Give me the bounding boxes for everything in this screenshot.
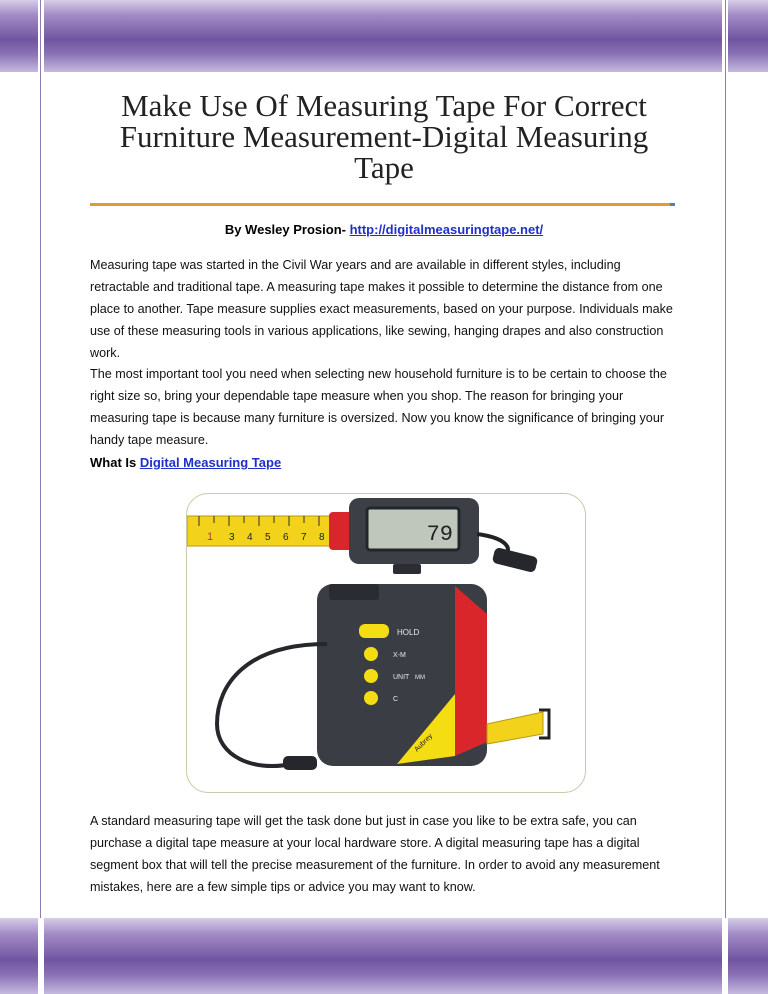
- byline-author: By Wesley Prosion-: [224, 222, 350, 237]
- section-heading: [90, 455, 281, 470]
- tape-number: 3: [229, 532, 235, 543]
- title-divider-tip: [670, 203, 675, 206]
- paragraph-digital: A standard measuring tape will get the task done but just in case you like to be extra safe, you can purchase a digital tape measure at your local hardware store. A digital measuring tape has a digital segment box that will tell the precise measurement of the furniture. In order to avoid any measurement mistakes, here are a few simple tips or advice you may want to know.: [90, 814, 660, 894]
- banner-tile-right: [728, 918, 768, 994]
- product-image: [186, 493, 586, 793]
- banner-tile-left: [0, 918, 38, 994]
- clear-label: C: [393, 696, 399, 703]
- page-title: Make Use Of Measuring Tape For Correct Furniture Measurement-Digital Measuring Tape: [119, 88, 649, 185]
- byline: [0, 222, 768, 237]
- clear-button: [364, 691, 378, 705]
- hold-button: [359, 624, 389, 638]
- digital-tape-measure-illustration: [187, 494, 585, 792]
- byline-link[interactable]: http://digitalmeasuringtape.net/: [349, 222, 544, 237]
- hold-label: HOLD: [397, 628, 420, 637]
- unit-small-label: MM: [415, 675, 425, 681]
- large-unit-top-window: [329, 584, 379, 600]
- unit-label: UNIT: [393, 674, 410, 681]
- brand-label: Aubrey: [413, 732, 435, 754]
- small-unit-clip: [393, 564, 421, 574]
- arrow-button: [364, 647, 378, 661]
- section-heading-link[interactable]: Digital Measuring Tape: [139, 455, 282, 470]
- banner-tile-left: [0, 0, 38, 72]
- strap-large: [217, 644, 327, 766]
- top-banner: [0, 0, 768, 72]
- section-heading-prefix: What Is: [90, 455, 140, 470]
- strap-buckle: [492, 547, 539, 573]
- strap-end: [283, 756, 317, 770]
- tape-number: 4: [247, 532, 253, 543]
- left-border-line: [40, 0, 41, 994]
- paragraph-intro: Measuring tape was started in the Civil War years and are available in different styles, including retractable and traditional tape. A measuring tape makes it possible to determine the distance from one place to another. Tape measure supplies exact measurements, based on your purpose. Individuals make use of these measuring tools in various applications, like sewing, hanging drapes and also construction work.: [90, 258, 673, 360]
- arrow-label: X-M: [393, 652, 406, 659]
- large-unit-red-grip: [455, 586, 487, 756]
- unit-button: [364, 669, 378, 683]
- right-border-line: [725, 0, 726, 994]
- tape-number: 7: [301, 532, 307, 543]
- bottom-banner: [0, 918, 768, 994]
- banner-tile-right: [728, 0, 768, 72]
- tape-number: 6: [283, 532, 289, 543]
- tape-number: 8: [319, 532, 325, 543]
- tape-blade-tip: [487, 712, 543, 744]
- tape-number: 5: [265, 532, 271, 543]
- banner-tile-center: [44, 0, 722, 72]
- title-divider: [90, 203, 675, 206]
- lcd-reading: 79: [426, 522, 453, 547]
- tape-start-number: 1: [207, 531, 214, 543]
- paragraph-furniture: The most important tool you need when selecting new household furniture is to be certain to choose the right size so, bring your dependable tape measure when you shop. The reason for bringing your measuring tape is because many furniture is oversized. Now you know the significance of bringing your handy tape measure.: [90, 367, 667, 447]
- banner-tile-center: [44, 918, 722, 994]
